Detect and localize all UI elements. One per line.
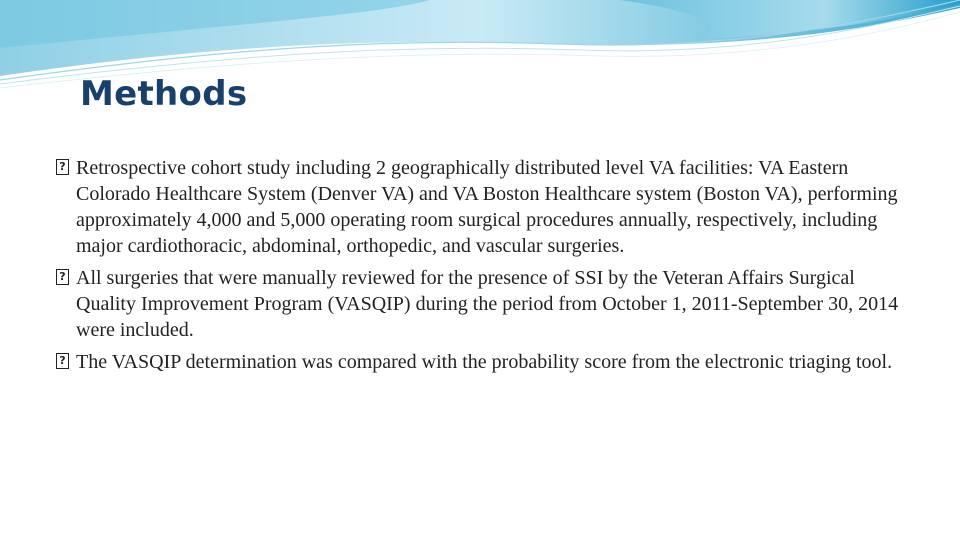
- bullet-list: [56, 155, 916, 381]
- missing-glyph-box-icon: ?: [56, 159, 69, 175]
- missing-glyph-box-icon: ?: [56, 353, 69, 369]
- slide-title: Methods: [80, 74, 248, 114]
- missing-glyph-box-icon: ?: [56, 269, 69, 285]
- bullet-item: [56, 349, 916, 375]
- bullet-item: [56, 265, 916, 343]
- bullet-text: Retrospective cohort study including 2 geographically distributed level VA facilities: VA Eastern Colorado Healthcare System (Denver VA) and VA Boston Healthcare system (Boston VA), performing approximately 4,000 and 5,000 operating room surgical procedures annually, respectively, including major cardiothoracic, abdominal, orthopedic, and vascular surgeries.: [76, 157, 898, 257]
- bullet-item: [56, 155, 916, 259]
- bullet-text: All surgeries that were manually reviewed for the presence of SSI by the Veteran Affairs Surgical Quality Improvement Program (VASQIP) during the period from October 1, 2011-September 30, 2014 were included.: [76, 267, 899, 341]
- bullet-text: The VASQIP determination was compared with the probability score from the electronic triaging tool.: [76, 351, 893, 373]
